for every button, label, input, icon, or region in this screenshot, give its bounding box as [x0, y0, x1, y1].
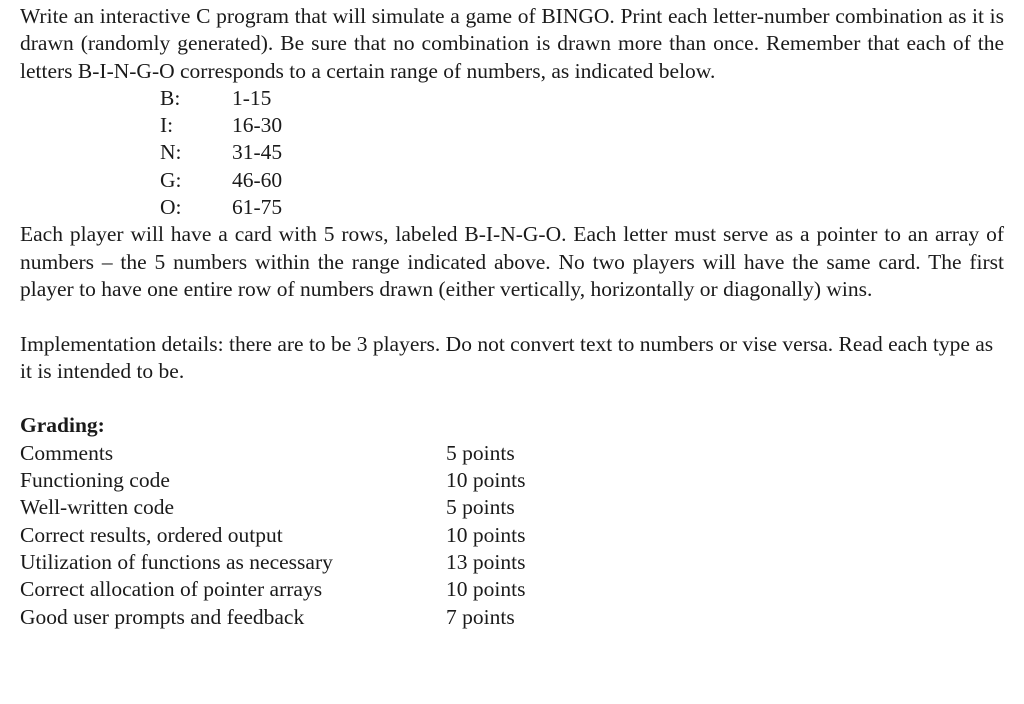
grading-criterion: Functioning code — [20, 468, 170, 493]
range-row — [20, 194, 1004, 221]
range-row — [20, 85, 1004, 112]
grading-points: 10 points — [446, 468, 526, 493]
range-letter: B: — [160, 85, 181, 110]
grading-points: 5 points — [446, 440, 515, 465]
grading-section — [20, 412, 1004, 630]
range-row — [20, 112, 1004, 139]
grading-points: 10 points — [446, 577, 526, 602]
range-row — [20, 167, 1004, 194]
grading-criterion: Utilization of functions as necessary — [20, 549, 333, 574]
range-letter: I: — [160, 113, 174, 138]
grading-row — [20, 576, 1004, 603]
range-value: 46-60 — [232, 167, 283, 192]
range-value: 31-45 — [232, 140, 283, 165]
assignment-document — [20, 3, 1004, 631]
bingo-ranges — [20, 85, 1004, 221]
grading-criterion: Correct results, ordered output — [20, 522, 283, 547]
grading-row — [20, 604, 1004, 631]
range-value: 16-30 — [232, 113, 283, 138]
range-row — [20, 139, 1004, 166]
blank-line — [20, 385, 1004, 412]
grading-points: 5 points — [446, 495, 515, 520]
grading-criterion: Comments — [20, 440, 114, 465]
grading-title: Grading: — [20, 413, 105, 438]
grading-points: 10 points — [446, 522, 526, 547]
implementation-paragraph: Implementation details: there are to be 3 players. Do not convert text to numbers or vise versa. Read each type as it is intended to be. — [20, 331, 994, 383]
grading-row — [20, 549, 1004, 576]
blank-line — [20, 303, 1004, 330]
grading-points: 13 points — [446, 549, 526, 574]
grading-criterion: Well-written code — [20, 495, 175, 520]
grading-row — [20, 440, 1004, 467]
range-letter: N: — [160, 140, 182, 165]
range-value: 1-15 — [232, 85, 272, 110]
range-value: 61-75 — [232, 195, 283, 220]
grading-row — [20, 494, 1004, 521]
grading-points: 7 points — [446, 604, 515, 629]
intro-paragraph: Write an interactive C program that will simulate a game of BINGO. Print each letter-number combination as it is drawn (randomly generated). Be sure that no combination is drawn more than once. Remember that each of the letters B-I-N-G-O corresponds to a certain range of numbers, as indicated below. — [20, 4, 1004, 83]
range-letter: O: — [160, 195, 182, 220]
grading-criterion: Correct allocation of pointer arrays — [20, 577, 323, 602]
range-letter: G: — [160, 167, 182, 192]
card-description-paragraph: Each player will have a card with 5 rows, labeled B-I-N-G-O. Each letter must serve as a pointer to an array of numbers – the 5 numbers within the range indicated above. No two players will have the same card. The first player to have one entire row of numbers drawn (either vertically, horizontally or diagonally) wins. — [20, 222, 1004, 301]
grading-row — [20, 467, 1004, 494]
grading-criterion: Good user prompts and feedback — [20, 604, 305, 629]
grading-row — [20, 522, 1004, 549]
